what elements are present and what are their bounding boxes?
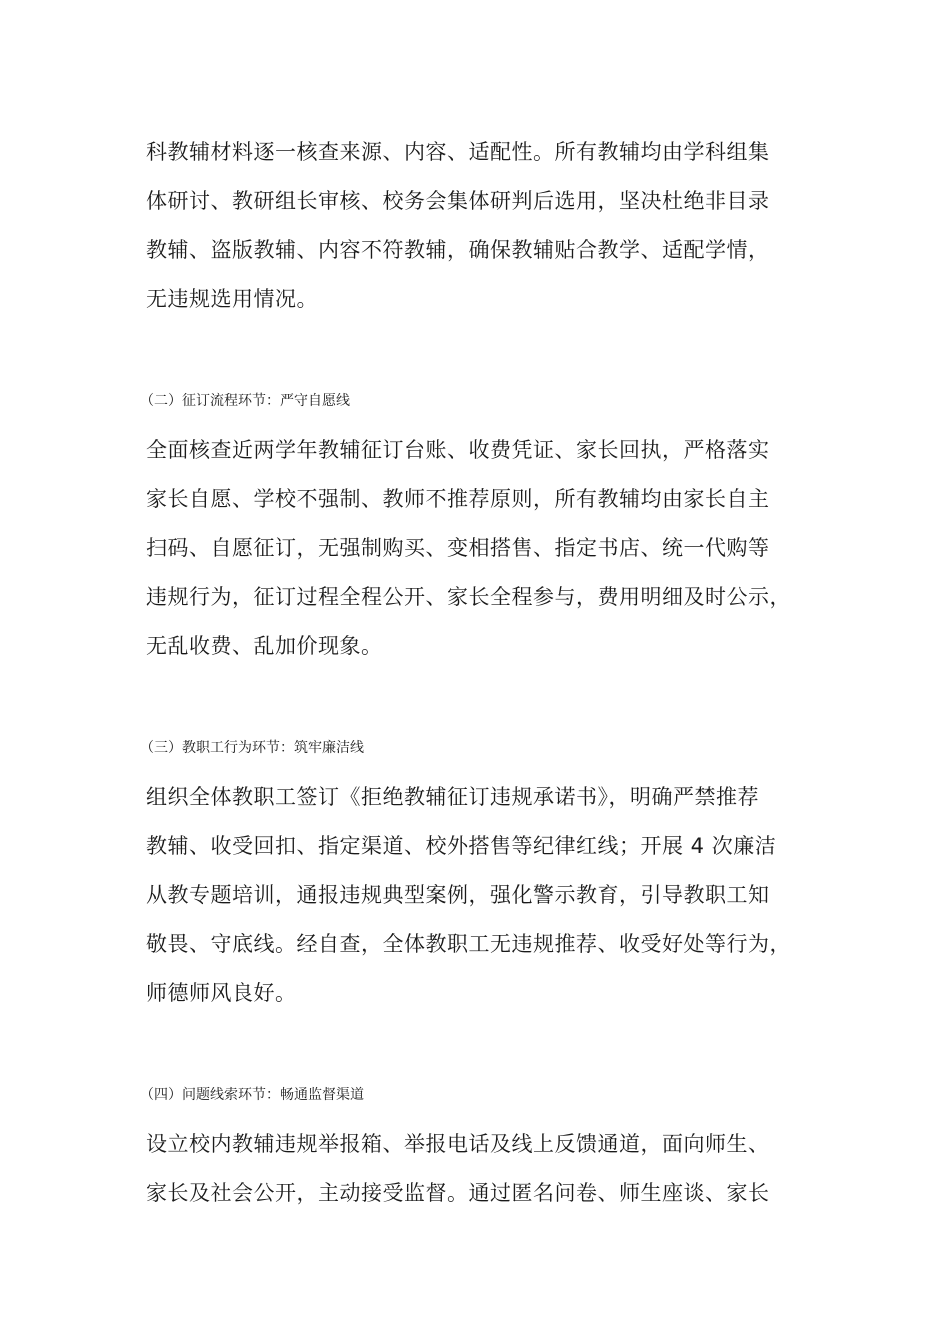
paragraph-line: 教辅、收受回扣、指定渠道、校外搭售等纪律红线；开展 4 次廉洁: [146, 834, 777, 858]
paragraph-line: 敬畏、守底线。经自查，全体教职工无违规推荐、收受好处等行为，: [146, 932, 791, 956]
paragraph-line: 组织全体教职工签订《拒绝教辅征订违规承诺书》，明确严禁推荐: [146, 785, 759, 809]
paragraph-line: 违规行为，征订过程全程公开、家长全程参与，费用明细及时公示，: [146, 585, 791, 609]
paragraph-line: 无乱收费、乱加价现象。: [146, 634, 383, 658]
paragraph-line: 师德师风良好。: [146, 981, 297, 1005]
paragraph-line: 扫码、自愿征订，无强制购买、变相搭售、指定书店、统一代购等: [146, 536, 770, 560]
paragraph-line: 无违规选用情况。: [146, 287, 318, 311]
paragraph-line: 全面核查近两学年教辅征订台账、收费凭证、家长回执，严格落实: [146, 438, 770, 462]
section-staff-conduct: [140, 724, 836, 1018]
document-body: [140, 128, 836, 1271]
paragraph-line: 家长及社会公开，主动接受监督。通过匿名问卷、师生座谈、家长: [146, 1181, 770, 1205]
paragraph-line: 体研讨、教研组长审核、校务会集体研判后选用，坚决杜绝非目录: [146, 189, 770, 213]
paragraph-line: 科教辅材料逐一核查来源、内容、适配性。所有教辅均由学科组集: [146, 140, 770, 164]
paragraph-line: 设立校内教辅违规举报箱、举报电话及线上反馈通道，面向师生、: [146, 1132, 770, 1156]
section-textbook-selection: [146, 128, 836, 324]
section-heading: （三）教职工行为环节：筑牢廉洁线: [140, 740, 364, 756]
section-problem-clues: [140, 1071, 836, 1218]
section-ordering-process: [140, 377, 836, 671]
paragraph-line: 教辅、盗版教辅、内容不符教辅，确保教辅贴合教学、适配学情，: [146, 238, 770, 262]
section-heading: （四）问题线索环节：畅通监督渠道: [140, 1087, 364, 1103]
paragraph-line: 从教专题培训，通报违规典型案例，强化警示教育，引导教职工知: [146, 883, 770, 907]
paragraph-line: 家长自愿、学校不强制、教师不推荐原则，所有教辅均由家长自主: [146, 487, 770, 511]
section-heading: （二）征订流程环节：严守自愿线: [140, 393, 350, 409]
